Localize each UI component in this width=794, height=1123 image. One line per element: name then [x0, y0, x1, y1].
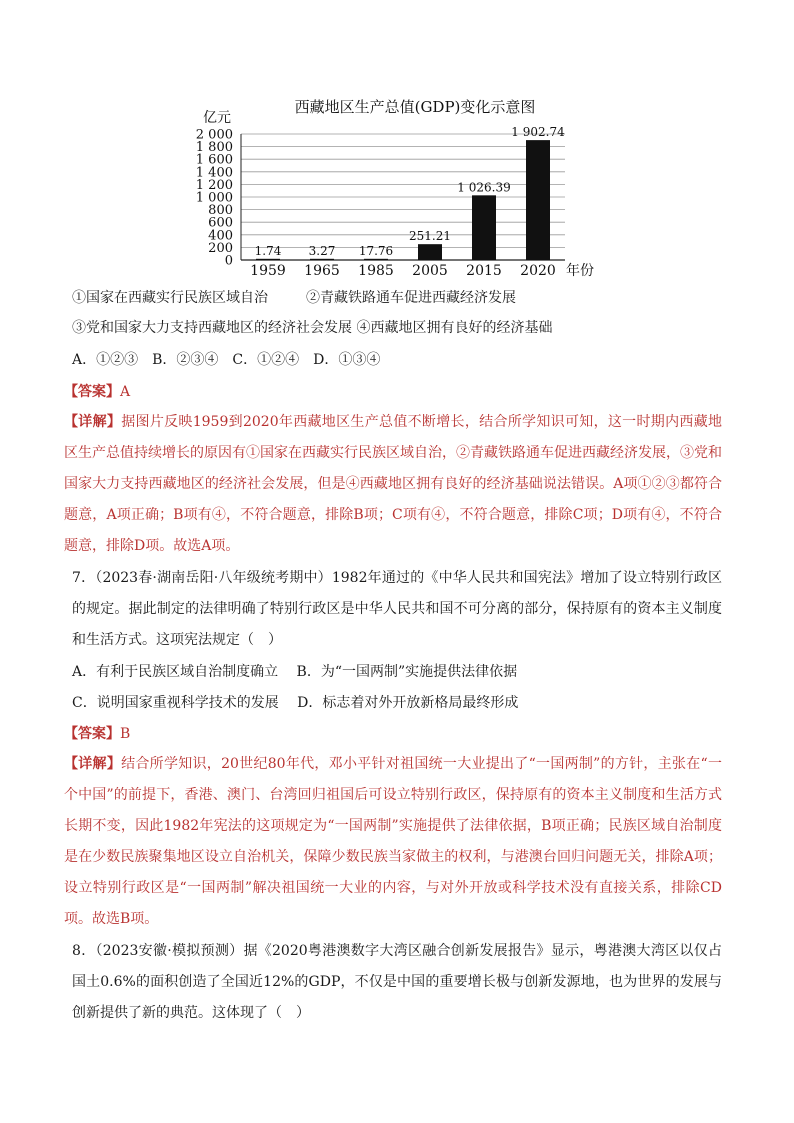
q7-answer-value: B	[120, 726, 131, 742]
x-tick-label: 2005	[412, 263, 448, 279]
q7-stem	[72, 563, 722, 656]
chart-title: 西藏地区生产总值(GDP)变化示意图	[294, 98, 536, 116]
y-tick-label: 200	[208, 240, 233, 256]
gdp-chart	[195, 92, 615, 282]
q7-detail-tag: 【详解】	[64, 756, 122, 772]
q6-options-line2: ③党和国家大力支持西藏地区的经济社会发展 ④西藏地区拥有良好的经济基础	[72, 320, 553, 336]
q6-detail-tag: 【详解】	[64, 414, 122, 430]
q6-option-2: ②青藏铁路通车促进西藏经济发展	[306, 290, 516, 306]
x-tick-label: 2015	[466, 263, 502, 279]
bar-1985	[364, 259, 388, 260]
q7-choices-cd: C．说明国家重视科学技术的发展 D．标志着对外开放新格局最终形成	[72, 695, 519, 711]
x-tick-label: 1965	[304, 263, 340, 279]
q7-detail	[64, 749, 722, 935]
q7-detail-text: 结合所学知识，20世纪80年代，邓小平针对祖国统一大业提出了“一国两制”的方针，主张在“一个中国”的前提下，香港、澳门、台湾回归祖国后可设立特别行政区，保持原有的资本主义制度和生活方式长期不变，因此1982年宪法的这项规定为“一国两制”实施提供了法律依据，B项正确；民族区域自治制度是在少数民族聚集地区设立自治机关，保障少数民族当家做主的权利，与港澳台回归问题无关，排除A项；设立特别行政区是“一国两制”解决祖国统一大业的内容，与对外开放或科学技术没有直接关系，排除CD项。故选B项。	[64, 756, 722, 927]
q6-options-line1	[72, 288, 516, 308]
bar-value-label: 17.76	[358, 243, 394, 258]
bar-value-label: 1.74	[254, 243, 282, 258]
bar-1965	[310, 259, 334, 260]
bar-2015	[472, 195, 496, 260]
q6-answer	[64, 382, 130, 402]
y-tick-label: 2 000	[195, 127, 233, 143]
bar-2020	[526, 140, 550, 260]
y-tick-label: 1 400	[195, 165, 233, 181]
y-tick-label: 600	[208, 215, 233, 231]
q7-answer	[64, 724, 130, 744]
q6-option-1: ①国家在西藏实行民族区域自治	[72, 290, 268, 306]
q8-stem-text: 8．（2023安徽·模拟预测）据《2020粤港澳数字大湾区融合创新发展报告》显示，粤港澳大湾区以仅占国土0.6%的面积创造了全国近12%的GDP，不仅是中国的重要增长极与创新发源地，也为世界的发展与创新提供了新的典范。这体现了（ ）	[72, 943, 722, 1021]
y-tick-label: 1 200	[195, 177, 233, 193]
y-tick-label: 1 600	[195, 152, 233, 168]
x-tick-label: 1959	[250, 263, 286, 279]
q7-choices-ab: A．有利于民族区域自治制度确立 B．为“一国两制”实施提供法律依据	[72, 664, 518, 680]
chart-ylabel: 亿元	[203, 110, 231, 126]
y-tick-label: 400	[208, 228, 233, 244]
bar-value-label: 251.21	[409, 229, 451, 244]
q6-detail	[64, 407, 722, 562]
x-tick-label: 1985	[358, 263, 394, 279]
q6-detail-text: 据图片反映1959到2020年西藏地区生产总值不断增长，结合所学知识可知，这一时期内西藏地区生产总值持续增长的原因有①国家在西藏实行民族区域自治，②青藏铁路通车促进西藏经济发展，③党和国家大力支持西藏地区的经济社会发展，但是④西藏地区拥有良好的经济基础说法错误。A项①②③都符合题意，A项正确；B项有④，不符合题意，排除B项；C项有④，不符合题意，排除C项；D项有④，不符合题意，排除D项。故选A项。	[64, 414, 722, 554]
q6-choices: A．①②③ B．②③④ C．①②④ D．①③④	[72, 352, 381, 368]
bar-1959	[256, 259, 280, 260]
q7-stem-text: 7．（2023春·湖南岳阳·八年级统考期中）1982年通过的《中华人民共和国宪法》增加了设立特别行政区的规定。据此制定的法律明确了特别行政区是中华人民共和国不可分离的部分，保持原有的资本主义制度和生活方式。这项宪法规定（ ）	[72, 570, 722, 648]
bar-value-label: 1 902.74	[511, 125, 565, 140]
gdp-chart-svg	[195, 92, 615, 282]
bar-2005	[418, 244, 442, 260]
y-tick-label: 1 000	[195, 190, 233, 206]
chart-xlabel: 年份	[566, 263, 594, 279]
q7-answer-tag: 【答案】	[64, 726, 120, 742]
q8-stem	[72, 936, 722, 1029]
bar-value-label: 1 026.39	[457, 180, 511, 195]
y-tick-label: 0	[224, 253, 233, 269]
y-tick-label: 800	[208, 203, 233, 219]
x-tick-label: 2020	[520, 263, 556, 279]
q6-answer-value: A	[120, 384, 131, 400]
bar-value-label: 3.27	[308, 243, 336, 258]
y-tick-label: 1 800	[195, 140, 233, 156]
q6-answer-tag: 【答案】	[64, 384, 120, 400]
